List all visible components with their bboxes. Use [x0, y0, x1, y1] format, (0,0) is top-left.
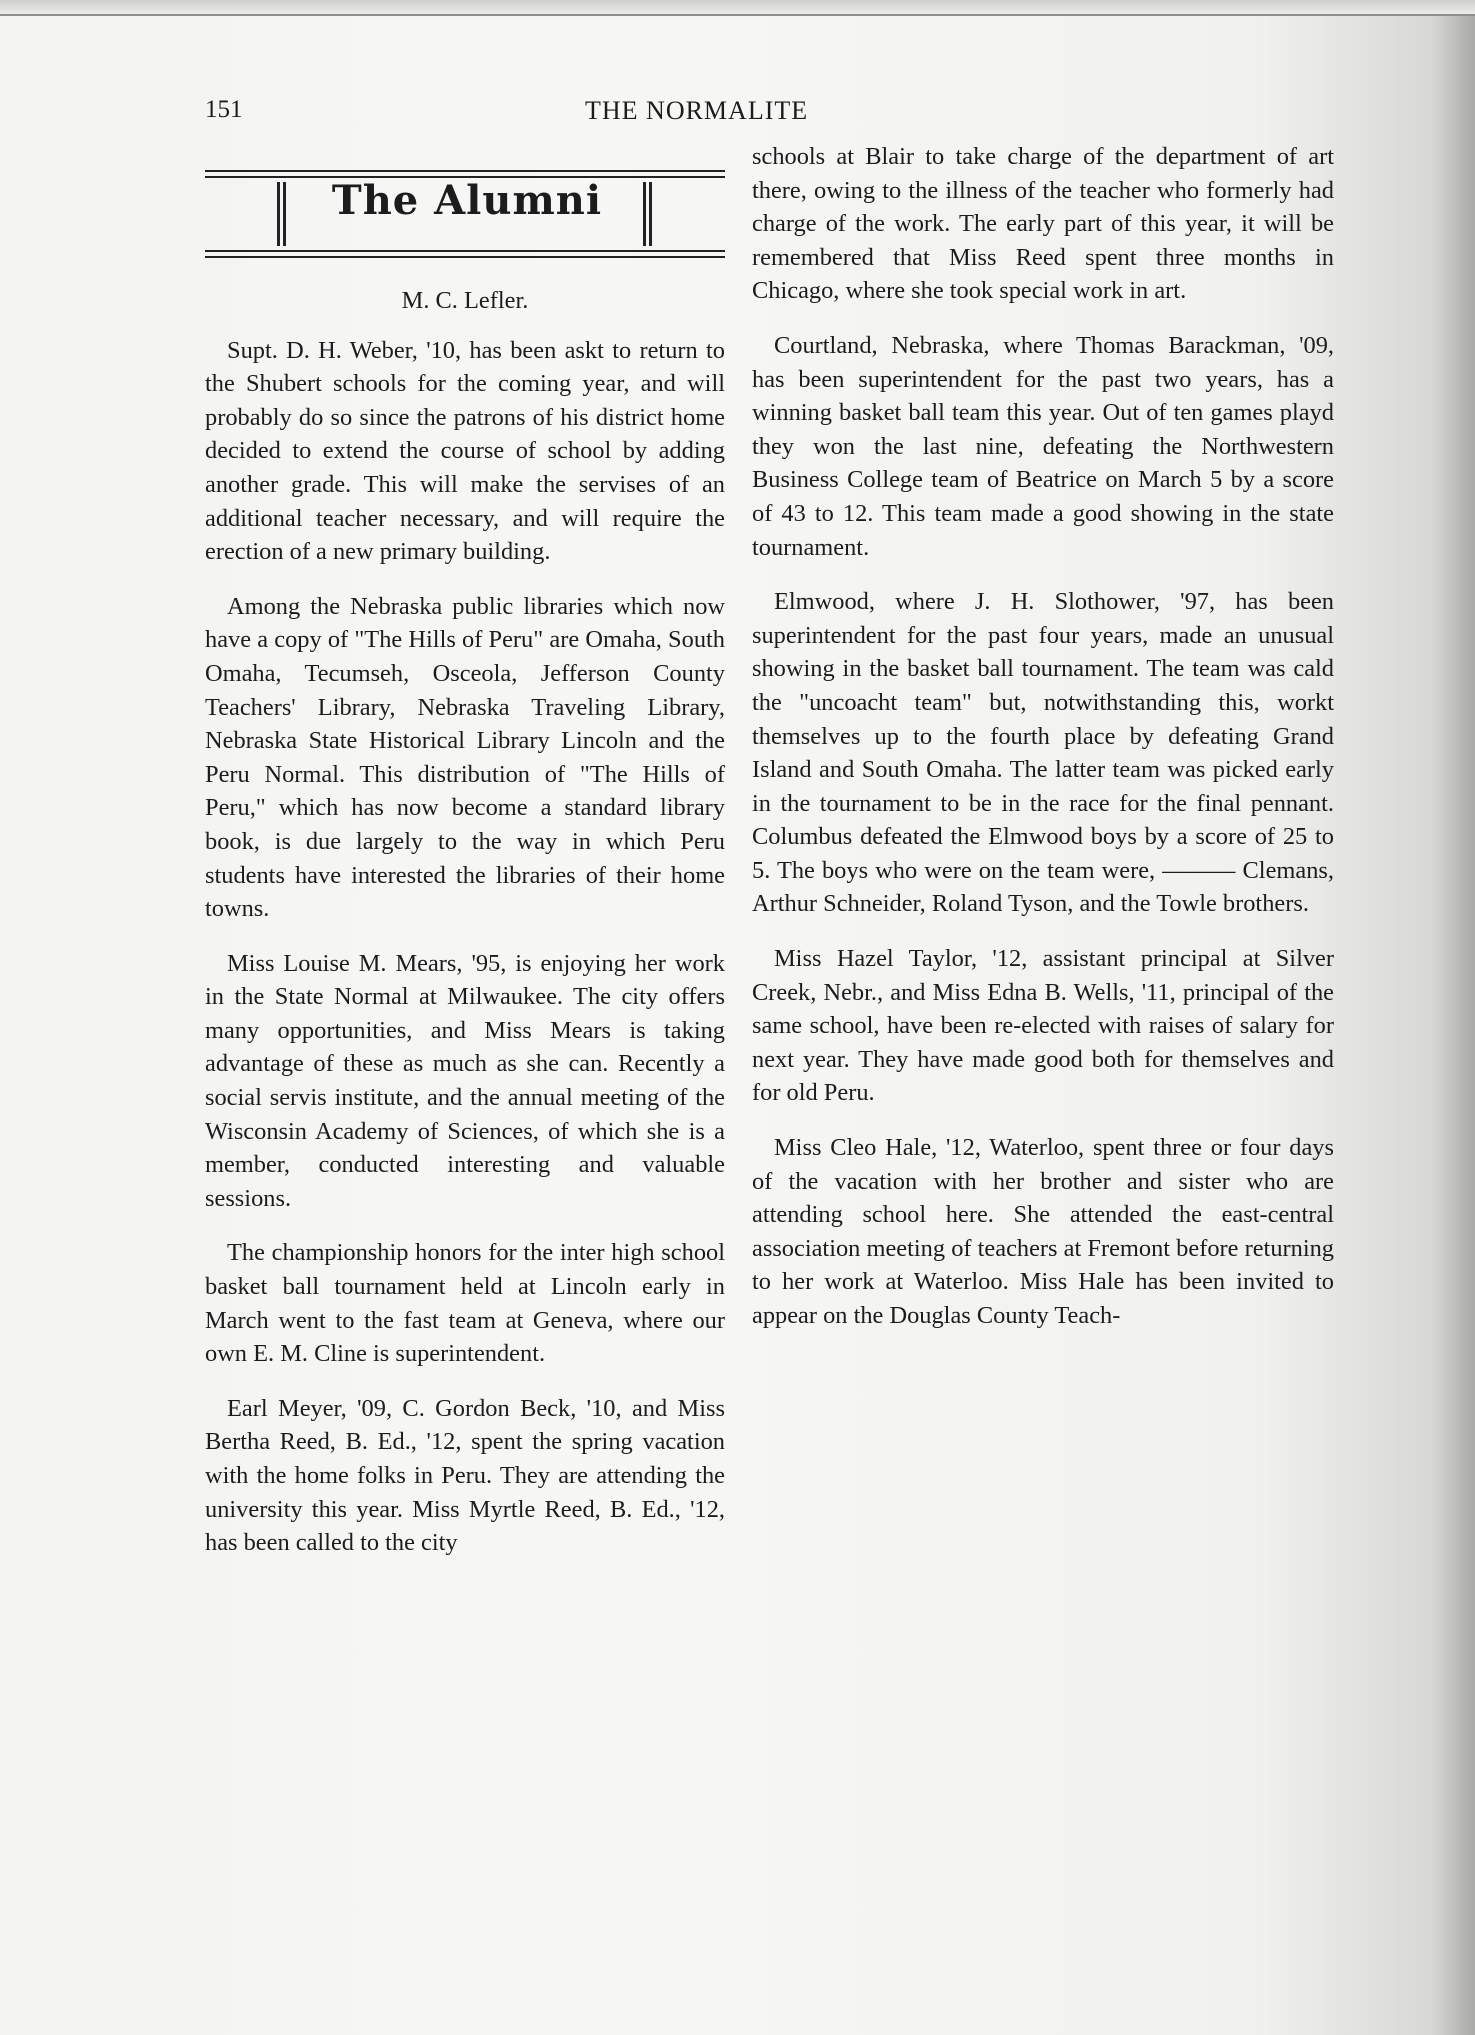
journal-title: THE NORMALITE [585, 96, 809, 125]
section-header-box [205, 170, 725, 274]
article-paragraph: Courtland, Nebraska, where Thomas Barackman, '09, has been superintendent for the past two years, has a winning basket ball team this year. Out of ten games playd they won the last nine, defeating the Northwestern Business College team of Beatrice on March 5 by a score of 43 to 12. This team made a good showing in the state tournament. [752, 331, 1334, 561]
header-rule [205, 256, 725, 258]
byline: M. C. Lefler. [401, 287, 529, 314]
article-paragraph: Miss Cleo Hale, '12, Waterloo, spent three or four days of the vacation with her brother and sister who are attending school here. She attended the east-central association meeting of teachers at Fremont before returning to her work at Waterloo. Miss Hale has been invited to appear on the Douglas County Teach- [752, 1134, 1334, 1329]
header-rule [205, 170, 725, 172]
left-column [205, 170, 725, 1581]
section-title: The Alumni [331, 177, 603, 224]
article-paragraph: Among the Nebraska public libraries which now have a copy of "The Hills of Peru" are Omaha, South Omaha, Tecumseh, Osceola, Jefferson County Teachers' Library, Nebraska Traveling Library, Nebraska State Historical Library Lincoln and the Peru Normal. This distribution of "The Hills of Peru," which has now become a standard library book, is due largely to the way in which Peru students have interested the libraries of their home towns. [205, 592, 725, 923]
right-column [752, 140, 1334, 1354]
article-paragraph: Earl Meyer, '09, C. Gordon Beck, '10, and Miss Bertha Reed, B. Ed., '12, spent the spring vacation with the home folks in Peru. They are attending the university this year. Miss Myrtle Reed, B. Ed., '12, has been called to the city [205, 1394, 725, 1557]
article-paragraph: The championship honors for the inter high school basket ball tournament held at Lincoln early in March went to the fast team at Geneva, where our own E. M. Cline is superintendent. [205, 1239, 725, 1368]
article-paragraph: Elmwood, where J. H. Slothower, '97, has been superintendent for the past four years, made an unusual showing in the basket ball tournament. The team was cald the "uncoacht team" but, notwithstanding this, workt themselves up to the fourth place by defeating Grand Island and South Omaha. The latter team was picked early in the tournament to be in the race for the final pennant. Columbus defeated the Elmwood boys by a score of 25 to 5. The boys who were on the team were, ——— Clemans, Arthur Schneider, Roland Tyson, and the Towle brothers. [752, 588, 1334, 918]
page-number: 151 [205, 96, 243, 123]
article-paragraph: Supt. D. H. Weber, '10, has been askt to return to the Shubert schools for the coming year, and will probably do so since the patrons of his district home decided to extend the course of school by adding another grade. This will make the servises of an additional teacher necessary, and will require the erection of a new primary building. [205, 336, 725, 566]
running-head [205, 96, 1355, 136]
header-bar [277, 182, 280, 246]
article-paragraph: schools at Blair to take charge of the department of art there, owing to the illness of the teacher who formerly had charge of the work. The early part of this year, it will be remembered that Miss Reed spent three months in Chicago, where she took special work in art. [752, 143, 1334, 305]
page-top-edge [0, 0, 1475, 16]
header-rule [205, 250, 725, 252]
header-bar [643, 182, 646, 246]
header-bar [649, 182, 652, 246]
article-paragraph: Miss Louise M. Mears, '95, is enjoying her work in the State Normal at Milwaukee. The city offers many opportunities, and Miss Mears is taking advantage of these as much as she can. Recently a social servis institute, and the annual meeting of the Wisconsin Academy of Sciences, of which she is a member, conducted interesting and valuable sessions. [205, 949, 725, 1212]
article-paragraph: Miss Hazel Taylor, '12, assistant principal at Silver Creek, Nebr., and Miss Edna B. Wells, '11, principal of the same school, have been re-elected with raises of salary for next year. They have made good both for themselves and for old Peru. [752, 945, 1334, 1107]
header-bar [283, 182, 286, 246]
